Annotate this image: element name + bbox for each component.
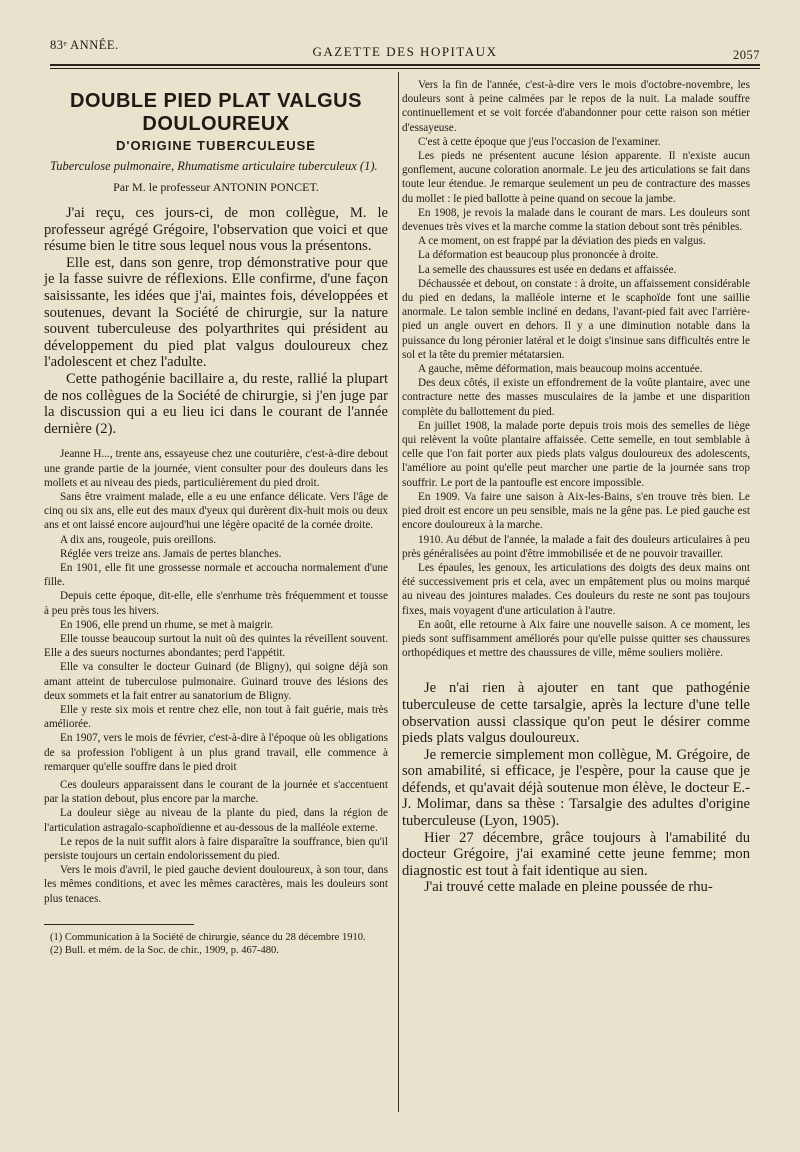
observation-paragraph: Des deux côtés, il existe un effondrement de la voûte plantaire, avec une contracture nette des masses musculaires de la jambe et une disparition complète du ballottement du pied. <box>402 377 750 418</box>
observation-paragraph: Les pieds ne présentent aucune lésion apparente. Il n'existe aucun gonflement, aucune coloration anormale. Le jeu des articulations se fait dans toute leur étendue. Je remarque seulement un peu de contracture des masses du mollet : le pied ballotte à peine quand on secoue la jambe. <box>402 150 750 205</box>
conclusion-paragraph: Je n'ai rien à ajouter en tant que pathogénie tuberculeuse de cette tarsalgie, après la lecture d'une telle observation aussi classique qu'on peut le désirer comme pieds plats valgus douloureux. <box>402 680 750 747</box>
header-rule <box>50 64 760 66</box>
observation-paragraph: Déchaussée et debout, on constate : à droite, un affaissement considérable du pied en dedans, la malléole interne et le scaphoïde font une saillie anormale. Le talon semble incliné en dedans, l'avant-pied fait avec l'arrière-pied un angle ouvert en dehors. Il y a une diminution notable dans la puissance du long péronier latéral et le doigt s'insinue sans difficultés entre le sol et la tête du premier métatarsien. <box>402 277 750 361</box>
observation-paragraph: En 1909. Va faire une saison à Aix-les-Bains, s'en trouve très bien. Le pied droit est encore un peu sensible, mais ne la gêne pas. Le pied gauche est encore douloureux à la marche. <box>402 490 750 532</box>
intro-paragraph: Elle est, dans son genre, trop démonstrative pour que je la fasse suivre de réflexions. Elle confirme, d'une façon saisissante, les idées que j'ai, maintes fois, développées et soutenues, devant la Société de chirurgie, sur la nature souvent tuberculeuse des polyarthrites qui président au développement du pied plat valgus douloureux chez l'adolescent et chez l'adulte. <box>44 254 388 371</box>
column-separator <box>398 72 399 1112</box>
observation-paragraph: Elle y reste six mois et rentre chez elle, non tout à fait guérie, mais très améliorée. <box>44 703 388 731</box>
observation-paragraph: Depuis cette époque, dit-elle, elle s'enrhume très fréquemment et tousse à peu près tous les hivers. <box>44 590 388 617</box>
observation-paragraph: En 1906, elle prend un rhume, se met à maigrir. <box>60 618 274 631</box>
footnote-rule <box>44 924 194 925</box>
observation-paragraph: En juillet 1908, la malade porte depuis trois mois des semelles de liège qui relèvent la voûte plantaire affaissée. Cette semelle, en tout semblable à celle que l'on fait porter aux pieds plats valgus douloureux des adolescents, l'améliore au point qu'elle peut marcher une partie de la journée sans trop souffrir. Le port de la pantoufle est encore impossible. <box>402 419 750 489</box>
observation-paragraph: Les épaules, les genoux, les articulations des doigts des deux mains ont été successivement pris et cela, avec un empâtement plus ou moins marqué au niveau des jointures malades. Ces douleurs du reste ne sont pas toujours fixes, mais voyagent d'une articulation à l'autre. <box>402 561 750 617</box>
observation-paragraph: A dix ans, rougeole, puis oreillons. <box>60 533 216 546</box>
observation-paragraph: En 1907, vers le mois de février, c'est-à-dire à l'époque où les obligations de sa profession l'obligent à un plus grand travail, elle commence à remarquer qu'elle souffre dans le pied droit <box>44 732 388 773</box>
observation-paragraph: A gauche, même déformation, mais beaucoup moins accentuée. <box>418 363 703 376</box>
intro-paragraph: Cette pathogénie bacillaire a, du reste, rallié la plupart de nos collègues de la Société de chirurgie, si j'en juge par la discussion qui a eu lieu ici dans le courant de l'année dernière (2). <box>44 370 388 437</box>
header-rule-thin <box>50 68 760 69</box>
observation-paragraph: Vers le mois d'avril, le pied gauche devient douloureux, à son tour, dans les mêmes conditions, et avec les mêmes caractères, mais les douleurs sont plus tenaces. <box>44 864 388 905</box>
intro-paragraph: J'ai reçu, ces jours-ci, de mon collègue, M. le professeur agrégé Grégoire, l'observation que voici et que résume bien le titre sous lequel nous vous la présentons. <box>44 205 388 255</box>
observation-paragraph: Sans être vraiment malade, elle a eu une enfance délicate. Vers l'âge de cinq ou six ans, elle eut des maux d'yeux qui durèrent dix-huit mois ou deux ans et ont laissé encore aujourd'hui une légère opacité de la cornée droite. <box>44 490 388 532</box>
observation-paragraph: Elle va consulter le docteur Guinard (de Bligny), qui soigne déjà son amant atteint de tuberculose pulmonaire. Guinard trouve des lésions des deux sommets et la fait entrer au sanatorium de Bligny. <box>44 661 388 702</box>
footnote: (2) Bull. et mém. de la Soc. de chir., 1909, p. 467-480. <box>50 944 279 956</box>
observation-paragraph: La déformation est beaucoup plus prononcée à droite. <box>418 249 659 262</box>
conclusion-paragraph: J'ai trouvé cette malade en pleine poussée de rhu- <box>424 879 713 896</box>
article-subtitle: D'ORIGINE TUBERCULEUSE <box>116 138 316 153</box>
observation-paragraph: A ce moment, on est frappé par la déviation des pieds en valgus. <box>418 235 706 248</box>
article-tagline: Tuberculose pulmonaire, Rhumatisme articulaire tuberculeux (1). <box>50 159 378 173</box>
footnote: (1) Communication à la Société de chirurgie, séance du 28 décembre 1910. <box>50 931 366 943</box>
conclusion-paragraph: Je remercie simplement mon collègue, M. Grégoire, de son amabilité, si efficace, je l'espère, pour la cause que je défends, et qu'avait déjà soutenue mon élève, le docteur E.-J. Molimar, dans sa thèse : Tarsalgie des adultes d'origine tuberculeuse (Lyon, 1905). <box>402 746 750 830</box>
observation-paragraph: La douleur siège au niveau de la plante du pied, dans la région de l'articulation astragalo-scaphoïdienne et au-dessous de la malléole externe. <box>44 807 388 834</box>
observation-paragraph: Elle tousse beaucoup surtout la nuit où des quintes la réveillent souvent. Elle a des sueurs nocturnes abondantes; perd l'appétit. <box>44 632 388 660</box>
observation-paragraph: En août, elle retourne à Aix faire une nouvelle saison. A ce moment, les pieds sont suffisamment améliorés pour qu'elle puisse quitter ses chaussures orthopédiques et mettre des chaussures de ville, même souliers molière. <box>402 618 750 660</box>
observation-paragraph: Vers la fin de l'année, c'est-à-dire vers le mois d'octobre-novembre, les douleurs sont à peine calmées par le repos de la nuit. La malade souffre continuellement et se voit forcée d'abandonner pour cette raison son métier d'essayeuse. <box>402 79 750 134</box>
page-number: 2057 <box>733 48 760 62</box>
right-column <box>402 78 750 896</box>
observation-paragraph: En 1908, je revois la malade dans le courant de mars. Les douleurs sont devenues très vives et la marche comme la station debout sont très pénibles. <box>402 206 750 234</box>
conclusion-paragraph: Hier 27 décembre, grâce toujours à l'amabilité du docteur Grégoire, j'ai examiné cette jeune femme; mon diagnostic est tout à fait identique au sien. <box>402 829 750 879</box>
observation-paragraph: Le repos de la nuit suffit alors à faire disparaître la souffrance, bien qu'il persiste toujours un certain endolorissement du pied. <box>44 835 388 862</box>
year-label: 83ᵉ ANNÉE. <box>50 38 119 52</box>
left-column <box>44 80 388 957</box>
article-author: Par M. le professeur ANTONIN PONCET. <box>113 180 319 194</box>
observation-paragraph: 1910. Au début de l'année, la malade a fait des douleurs articulaires à peu près généralisées au point d'être immobilisée et de ne pouvoir travailler. <box>402 533 750 560</box>
observation-paragraph: La semelle des chaussures est usée en dedans et affaissée. <box>418 263 677 276</box>
observation-paragraph: Ces douleurs apparaissent dans le courant de la journée et s'accentuent par la station debout, plus encore par la marche. <box>44 778 388 806</box>
observation-paragraph: Jeanne H..., trente ans, essayeuse chez une couturière, c'est-à-dire debout une grande partie de la journée, vient consulter pour des douleurs dans les mollets et au niveau des pieds, particulièrement du pied droit. <box>44 448 388 489</box>
observation-paragraph: C'est à cette époque que j'eus l'occasion de l'examiner. <box>418 135 661 148</box>
observation-paragraph: En 1901, elle fit une grossesse normale et accoucha normalement d'une fille. <box>44 561 388 589</box>
journal-name: GAZETTE DES HOPITAUX <box>312 44 498 59</box>
article-title: DOUBLE PIED PLAT VALGUS DOULOUREUX <box>70 90 362 135</box>
observation-paragraph: Réglée vers treize ans. Jamais de pertes blanches. <box>60 547 282 560</box>
running-header <box>50 38 760 62</box>
